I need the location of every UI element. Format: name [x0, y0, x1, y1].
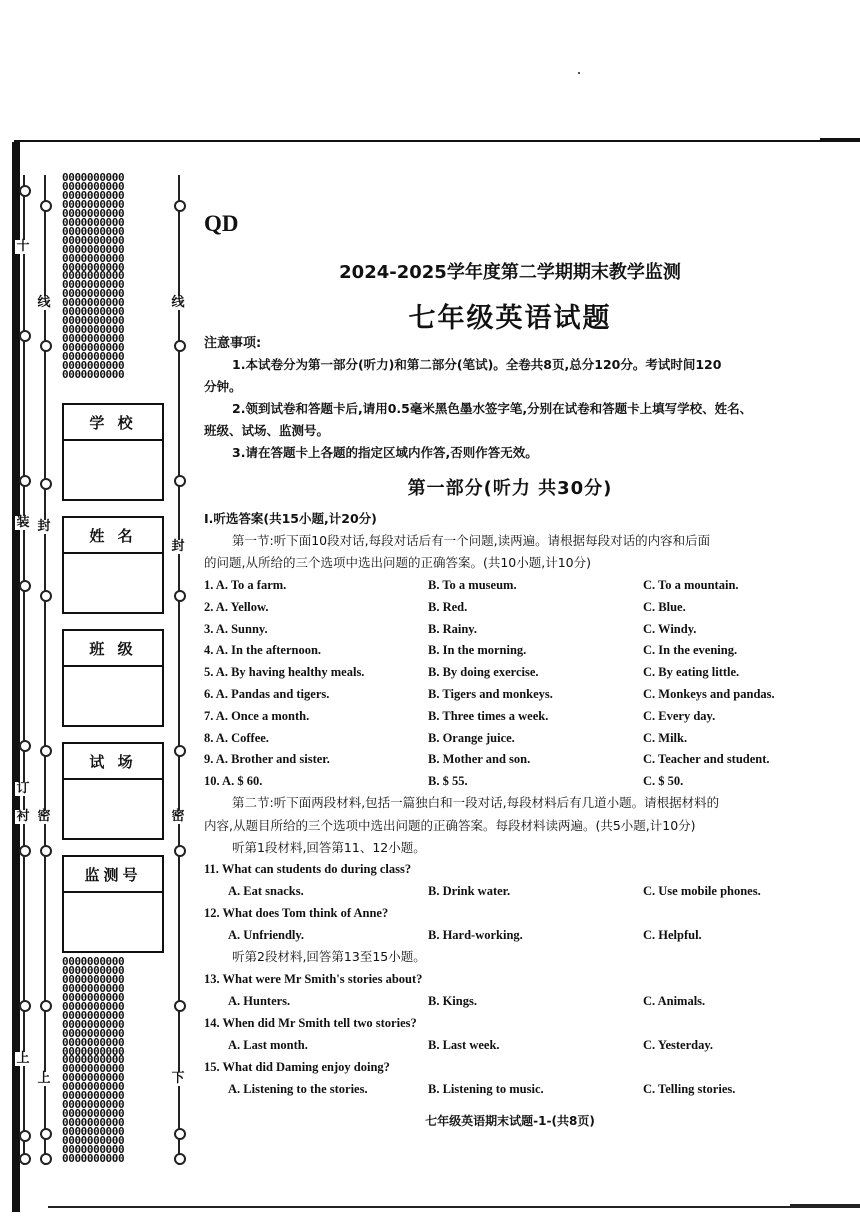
- exam-title: 2024-2025学年度第二学期期末教学监测: [339, 262, 681, 283]
- material-1-note: 听第1段材料,回答第11、12小题。: [232, 840, 426, 855]
- top-rule-end: [820, 138, 860, 141]
- scan-speck: [578, 72, 580, 74]
- bottom-rule: [48, 1206, 860, 1208]
- option-b: B. Mother and son.: [428, 752, 531, 767]
- binding-ring: [40, 1128, 52, 1140]
- option-a: 6. A. Pandas and tigers.: [204, 687, 330, 701]
- option-a: A. Hunters.: [228, 994, 291, 1008]
- top-rule: [14, 140, 860, 142]
- option-b: B. To a museum.: [428, 578, 517, 592]
- option-c: C. Yesterday.: [643, 1038, 714, 1052]
- section1-intro-1: 第一节:听下面10段对话,每段对话后有一个问题,读两遍。请根据每段对话的内容和后面: [232, 533, 711, 548]
- zero-block-top: 0000000000 0000000000 0000000000 0000000000 0000000000 0000000000 0000000000 0000000000 0000000000 0000000000 0000000000 0000000000 0000000000 0000000000 0000000000 0000000000 0000000000 0000000000 0000000000 0000000000 0000000000 0000000000 0000000000: [62, 171, 125, 381]
- option-b: B. Rainy.: [428, 621, 477, 636]
- binding-ring: [174, 1000, 186, 1012]
- notice-item-2: 2.领到试卷和答题卡后,请用0.5毫米黑色墨水签字笔,分别在试卷和答题卡上填写学校、姓名、: [232, 401, 753, 416]
- option-c: C. Windy.: [643, 621, 697, 636]
- option-c: C. Use mobile phones.: [643, 884, 761, 898]
- exam-id-field-box[interactable]: [62, 855, 164, 953]
- binding-ring: [19, 185, 31, 197]
- option-c: C. Teacher and student.: [643, 752, 770, 767]
- option-a: 5. A. By having healthy meals.: [204, 665, 365, 680]
- binding-ring: [40, 1153, 52, 1165]
- strip-char-2: 装: [16, 515, 30, 530]
- binding-char-xian-left: 线: [37, 295, 51, 310]
- option-a: A. Eat snacks.: [228, 884, 304, 898]
- binding-ring: [19, 740, 31, 752]
- binding-line-outer: [23, 175, 25, 1165]
- option-b: B. Three times a week.: [428, 708, 549, 723]
- binding-ring: [40, 200, 52, 212]
- option-b: B. Hard-working.: [428, 928, 523, 942]
- question-stem: 12. What does Tom think of Anne?: [204, 906, 389, 920]
- section2-intro-1: 第二节:听下面两段材料,包括一篇独白和一段对话,每段材料后有几道小题。请根据材料的: [232, 795, 720, 810]
- option-a: 1. A. To a farm.: [204, 578, 287, 592]
- zero-block-bottom: 0000000000 0000000000 0000000000 0000000000 0000000000 0000000000 0000000000 0000000000 0000000000 0000000000 0000000000 0000000000 0000000000 0000000000 0000000000 0000000000 0000000000 0000000000 0000000000 0000000000 0000000000 0000000000 0000000000: [62, 955, 125, 1165]
- binding-ring: [19, 580, 31, 592]
- option-b: B. $ 55.: [428, 774, 468, 789]
- option-c: C. To a mountain.: [643, 578, 739, 592]
- binding-ring: [40, 1000, 52, 1012]
- binding-line-right: [178, 175, 180, 1165]
- section1-title: Ⅰ.听选答案(共15小题,计20分): [204, 511, 377, 526]
- binding-char-mi-right: 密: [171, 809, 185, 824]
- option-c: C. Milk.: [643, 730, 688, 745]
- binding-ring: [174, 340, 186, 352]
- strip-char-1: 十: [16, 239, 30, 254]
- option-a: 2. A. Yellow.: [204, 599, 269, 614]
- section2-intro-2: 内容,从题目所给的三个选项中选出问题的正确答案。每段材料读两遍。(共5小题,计10分): [204, 818, 696, 833]
- school-field-box[interactable]: [62, 403, 164, 501]
- binding-ring: [174, 1153, 186, 1165]
- option-a: 8. A. Coffee.: [204, 730, 269, 745]
- option-b: B. Orange juice.: [428, 730, 515, 745]
- option-b: B. Drink water.: [428, 884, 511, 898]
- option-a: A. Last month.: [228, 1038, 308, 1052]
- option-a: 9. A. Brother and sister.: [204, 752, 330, 767]
- exam-room-field-label: 试 场: [64, 744, 162, 780]
- question-stem: 14. When did Mr Smith tell two stories?: [204, 1016, 417, 1030]
- option-a: 3. A. Sunny.: [204, 621, 268, 636]
- option-c: C. Telling stories.: [643, 1082, 736, 1096]
- class-field-box[interactable]: [62, 629, 164, 727]
- binding-ring: [174, 200, 186, 212]
- question-stem: 11. What can students do during class?: [204, 862, 412, 876]
- strip-char-3: 订: [16, 781, 30, 796]
- school-field-label: 学 校: [64, 405, 162, 441]
- notice-item-1-cont: 分钟。: [204, 379, 242, 394]
- option-b: B. By doing exercise.: [428, 665, 539, 680]
- strip-char-5: 上: [16, 1051, 30, 1066]
- option-a: 7. A. Once a month.: [204, 708, 310, 723]
- option-b: B. Last week.: [428, 1038, 500, 1052]
- binding-ring: [19, 330, 31, 342]
- question-stem: 13. What were Mr Smith's stories about?: [204, 972, 423, 986]
- option-c: C. $ 50.: [643, 774, 684, 789]
- material-2-note: 听第2段材料,回答第13至15小题。: [232, 949, 426, 964]
- binding-ring: [19, 1130, 31, 1142]
- binding-char-xian-right: 线: [171, 295, 185, 310]
- binding-ring: [174, 745, 186, 757]
- exam-id-field-label: 监测号: [64, 857, 162, 893]
- binding-char-mi-left: 密: [37, 809, 51, 824]
- binding-ring: [174, 590, 186, 602]
- option-c: C. Monkeys and pandas.: [643, 687, 775, 701]
- binding-ring: [174, 845, 186, 857]
- option-b: B. Tigers and monkeys.: [428, 687, 553, 701]
- option-b: B. Listening to music.: [428, 1082, 544, 1096]
- binding-line-inner: [44, 175, 46, 1165]
- binding-char-feng-left: 封: [37, 519, 51, 534]
- binding-char-shang: 上: [37, 1071, 51, 1086]
- option-c: C. In the evening.: [643, 643, 738, 658]
- name-field-label: 姓 名: [64, 518, 162, 554]
- option-c: C. Animals.: [643, 994, 706, 1008]
- option-c: C. Blue.: [643, 599, 686, 614]
- binding-ring: [40, 340, 52, 352]
- binding-char-xia: 下: [171, 1071, 185, 1086]
- notice-heading: 注意事项:: [204, 336, 262, 351]
- notice-item-3: 3.请在答题卡上各题的指定区域内作答,否则作答无效。: [232, 445, 538, 460]
- option-a: A. Unfriendly.: [228, 928, 305, 942]
- option-b: B. Red.: [428, 599, 468, 614]
- bottom-rule-end: [790, 1204, 860, 1206]
- name-field-box[interactable]: [62, 516, 164, 614]
- strip-char-4: 衬: [16, 809, 30, 824]
- binding-ring: [174, 475, 186, 487]
- option-a: 10. A. $ 60.: [204, 774, 263, 789]
- section1-intro-2: 的问题,从所给的三个选项中选出问题的正确答案。(共10小题,计10分): [204, 555, 592, 570]
- binding-ring: [40, 590, 52, 602]
- class-field-label: 班 级: [64, 631, 162, 667]
- binding-ring: [19, 845, 31, 857]
- option-b: B. Kings.: [428, 994, 477, 1008]
- binding-ring: [19, 1000, 31, 1012]
- notice-item-1: 1.本试卷分为第一部分(听力)和第二部分(笔试)。全卷共8页,总分120分。考试时间120: [232, 357, 722, 372]
- option-a: A. Listening to the stories.: [228, 1082, 368, 1096]
- option-c: C. Helpful.: [643, 928, 702, 942]
- part1-heading: 第一部分(听力 共30分): [407, 478, 613, 499]
- binding-ring: [40, 745, 52, 757]
- exam-room-field-box[interactable]: [62, 742, 164, 840]
- option-c: C. Every day.: [643, 708, 716, 723]
- binding-char-feng-right: 封: [171, 539, 185, 554]
- question-stem: 15. What did Daming enjoy doing?: [204, 1060, 390, 1074]
- binding-ring: [19, 1153, 31, 1165]
- binding-ring: [40, 845, 52, 857]
- binding-ring: [40, 478, 52, 490]
- page-footer: 七年级英语期末试题-1-(共8页): [425, 1114, 595, 1128]
- binding-ring: [19, 475, 31, 487]
- paper-code: QD: [204, 211, 239, 236]
- binding-ring: [174, 1128, 186, 1140]
- option-a: 4. A. In the afternoon.: [204, 643, 322, 658]
- subject-title: 七年级英语试题: [408, 303, 612, 334]
- option-b: B. In the morning.: [428, 643, 527, 658]
- notice-item-2-cont: 班级、试场、监测号。: [204, 423, 330, 438]
- option-c: C. By eating little.: [643, 665, 740, 680]
